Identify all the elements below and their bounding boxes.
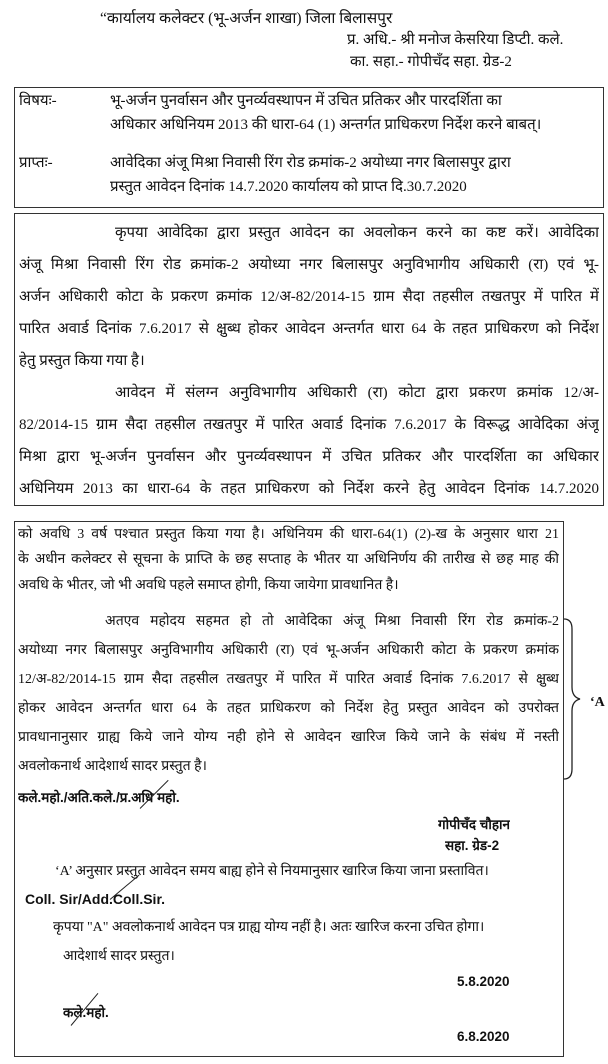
assistant-line: का. सहा.- गोपीचँद सहा. ग्रेड-2 bbox=[350, 54, 512, 70]
body-line: अधिनियम 2013 का धारा-64 के तहत प्राधिकरण को निर्देश करने हेतु आवेदन दिनांक 14.7.2020 bbox=[19, 481, 599, 497]
subject-line: भू-अर्जन पुनर्वासन और पुनर्व्यवस्थापन में उचित प्रतिकर और पारदर्शिता का bbox=[110, 93, 502, 109]
note-line: को अवधि 3 वर्ष पश्चात प्रस्तुत किया गया है। अधिनियम की धारा-64(1) (2)-ख के अनुसार धारा 21 bbox=[18, 527, 559, 542]
remark-text: कृपया "A" अवलोकनार्थ आवेदन पत्र ग्राह्य योग्य नहीं है। अतः खारिज करना उचित होगा। bbox=[53, 920, 485, 935]
body-line: आवेदन में संलग्न अनुविभागीय अधिकारी (रा) कोटा द्वारा प्रकरण क्रमांक 12/अ- bbox=[115, 385, 599, 401]
submission-text: आदेशार्थ सादर प्रस्तुत। bbox=[63, 949, 175, 964]
note-line: के अधीन कलेक्टर से सूचना के प्राप्ति के छह सप्ताह के भीतर या अधिनिर्णय की तारीख से छह माह की bbox=[18, 552, 559, 567]
body-line: मिश्रा द्वारा भू-अर्जन पुनर्वासन और पुनर्व्यवस्थापन में उचित प्रतिकर और पारदर्शिता का अधिकार bbox=[19, 449, 599, 465]
addressee-2: Coll. Sir/Add.Coll.Sir. bbox=[25, 891, 166, 907]
body-line: 82/2014-15 ग्राम सैदा तहसील तखतपुर में पारित अवार्ड दिनांक 7.6.2017 के विरूद्ध आवेदिका अंजू bbox=[19, 417, 599, 433]
signatory-post: सहा. ग्रेड-2 bbox=[445, 838, 500, 853]
subject-label: विषयः- bbox=[19, 93, 57, 109]
note-line: अवधि के भीतर, जो भी अवधि पहले समाप्त होगी, किया जायेगा प्रावधानित है। bbox=[18, 578, 399, 593]
addressee-3: कले.महो. bbox=[63, 1005, 109, 1020]
body-line: अंजू मिश्रा निवासी रिंग रोड क्रमांक-2 अयोध्या नगर बिलासपुर अनुविभागीय अधिकारी (रा) एवं भू- bbox=[19, 257, 599, 273]
proposal-text: ‘A’ अनुसार प्रस्तुत आवेदन समय बाह्य होने से नियमानुसार खारिज किया जाना प्रस्तावित। bbox=[55, 864, 489, 879]
note-line: अयोध्या नगर बिलासपुर अनुविभागीय अधिकारी (रा) एवं भू-अर्जन अधिकारी कोटा के प्रकरण क्रमांक bbox=[18, 643, 559, 658]
date-2: 6.8.2020 bbox=[457, 1029, 510, 1044]
body-line: अर्जन अधिकारी कोटा के प्रकरण क्रमांक 12/अ-82/2014-15 ग्राम सैदा तहसील तखतपुर में पारित में bbox=[19, 289, 599, 305]
note-line: अतएव महोदय सहमत हो तो आवेदिका अंजू मिश्रा निवासी रिंग रोड क्रमांक-2 bbox=[105, 614, 559, 629]
note-line: प्रावधानानुसार ग्राह्य किये जाने योग्य नही होने से आवेदन खारिज किये जाने के संबंध में नस्ती bbox=[18, 730, 559, 745]
brace-label: ‘A bbox=[590, 695, 605, 710]
note-box bbox=[14, 521, 564, 1057]
received-line: प्रस्तुत आवेदन दिनांक 14.7.2020 कार्यालय को प्राप्त दि.30.7.2020 bbox=[110, 179, 467, 195]
body-line: कृपया आवेदिका द्वारा प्रस्तुत आवेदन का अवलोकन करने का कष्ट करें। आवेदिका bbox=[115, 225, 599, 241]
body-line: हेतु प्रस्तुत किया गया है। bbox=[19, 353, 145, 369]
note-line: होकर आवेदन अन्तर्गत धारा 64 के तहत प्राधिकरण को निर्देश हेतु प्रस्तुत आवेदन को उपरोक्त bbox=[18, 701, 559, 716]
note-line: 12/अ-82/2014-15 ग्राम सैदा तहसील तखतपुर में पारित में पारित अवार्ड दिनांक 7.6.2017 से क्षुब्ध bbox=[18, 672, 559, 687]
office-title: “कार्यालय कलेक्टर (भू-अर्जन शाखा) जिला बिलासपुर bbox=[100, 10, 393, 27]
right-brace-icon bbox=[562, 615, 586, 783]
body-line: पारित अवार्ड दिनांक 7.6.2017 से क्षुब्ध होकर आवेदन अन्तर्गत धारा 64 के तहत प्राधिकरण को निर्देश bbox=[19, 321, 599, 337]
body-box bbox=[14, 213, 604, 506]
date-1: 5.8.2020 bbox=[457, 974, 510, 989]
received-label: प्राप्तः- bbox=[19, 155, 53, 171]
addressee: कले.महो./अति.कले./प्र.अधि महो. bbox=[18, 790, 180, 805]
received-line: आवेदिका अंजू मिश्रा निवासी रिंग रोड क्रमांक-2 अयोध्या नगर बिलासपुर द्वारा bbox=[110, 155, 511, 171]
officer-line: प्र. अधि.- श्री मनोज केसरिया डिप्टी. कले. bbox=[347, 32, 564, 48]
subject-line: अधिकार अधिनियम 2013 की धारा-64 (1) अन्तर्गत प्राधिकरण निर्देश करने बाबत्। bbox=[110, 117, 542, 133]
subject-box bbox=[14, 87, 604, 208]
note-line: अवलोकनार्थ आदेशार्थ सादर प्रस्तुत है। bbox=[18, 759, 207, 774]
signatory-name: गोपीचँद चौहान bbox=[438, 817, 510, 832]
